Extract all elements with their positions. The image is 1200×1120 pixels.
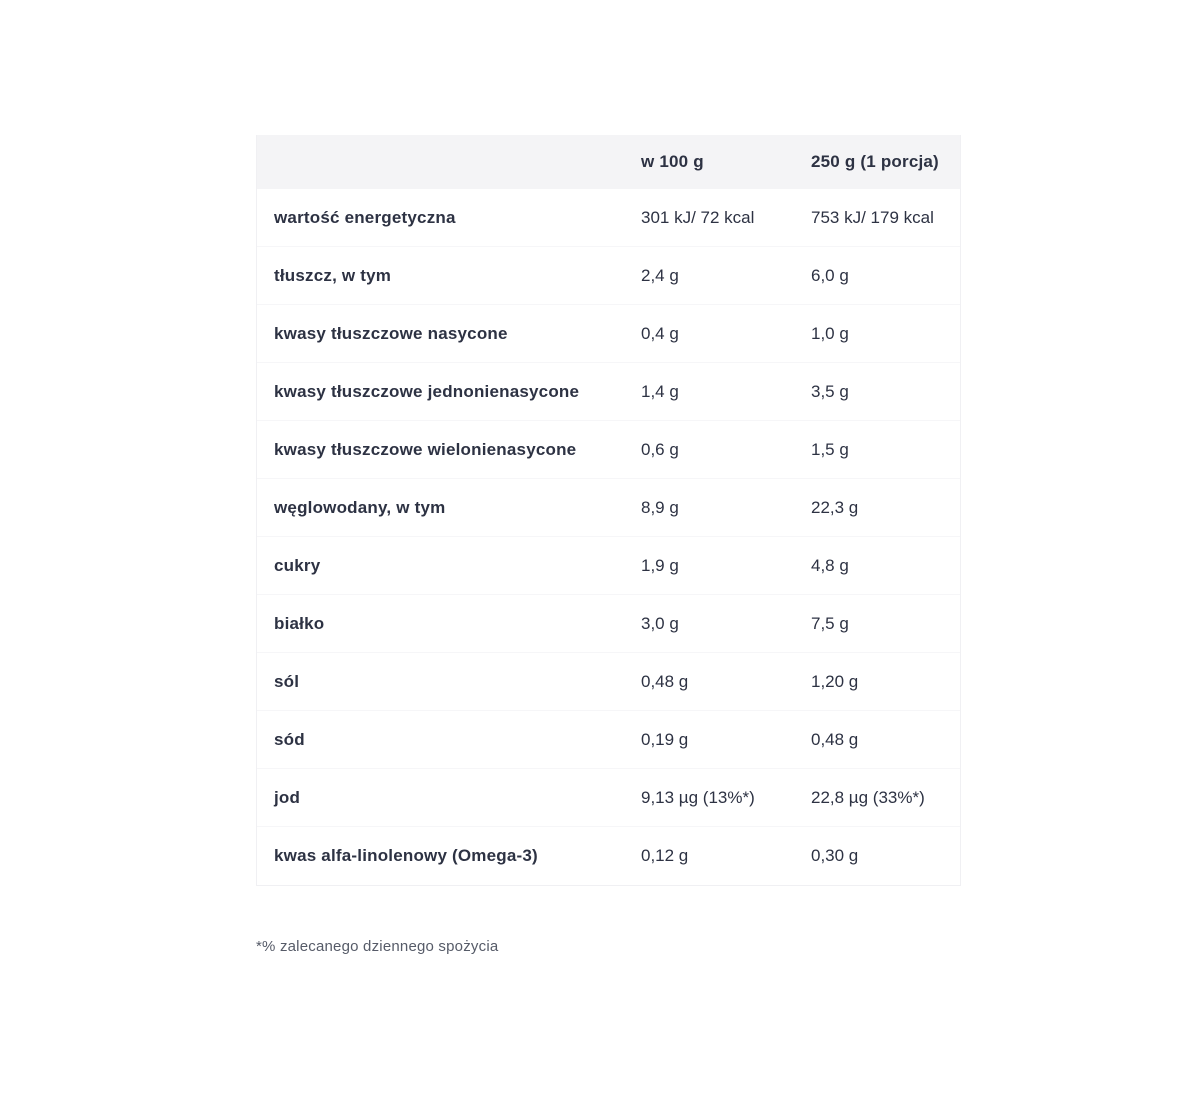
table-row: [257, 479, 960, 537]
row-value-portion: 753 kJ/ 179 kcal: [811, 207, 934, 227]
row-value-100g: 1,4 g: [641, 381, 679, 401]
row-value-100g: 0,19 g: [641, 729, 689, 749]
row-value-portion: 3,5 g: [811, 381, 849, 401]
row-value-portion: 1,5 g: [811, 439, 849, 459]
row-value-100g: 1,9 g: [641, 555, 679, 575]
row-value-100g: 0,6 g: [641, 439, 679, 459]
row-label: kwas alfa-linolenowy (Omega-3): [274, 846, 538, 866]
table-row: [257, 595, 960, 653]
row-value-portion: 22,8 µg (33%*): [811, 787, 925, 807]
row-value-100g: 9,13 µg (13%*): [641, 787, 755, 807]
row-value-portion: 7,5 g: [811, 613, 849, 633]
row-label: jod: [274, 787, 301, 807]
row-label: tłuszcz, w tym: [274, 265, 392, 285]
row-label: cukry: [274, 555, 321, 575]
row-label: białko: [274, 613, 325, 633]
row-label: sód: [274, 729, 305, 749]
table-row: [257, 827, 960, 885]
row-value-portion: 22,3 g: [811, 497, 859, 517]
row-value-portion: 0,30 g: [811, 846, 859, 866]
table-row: [257, 537, 960, 595]
table-row: [257, 305, 960, 363]
row-label: kwasy tłuszczowe wielonienasycone: [274, 439, 577, 459]
table-row: [257, 189, 960, 247]
table-row: [257, 769, 960, 827]
header-per-portion: 250 g (1 porcja): [811, 152, 939, 172]
row-value-portion: 1,0 g: [811, 323, 849, 343]
nutrition-table: [256, 135, 961, 886]
table-row: [257, 711, 960, 769]
table-row: [257, 653, 960, 711]
row-label: kwasy tłuszczowe nasycone: [274, 323, 508, 343]
row-value-portion: 4,8 g: [811, 555, 849, 575]
row-value-portion: 6,0 g: [811, 265, 849, 285]
table-row: [257, 363, 960, 421]
table-row: [257, 421, 960, 479]
row-value-100g: 8,9 g: [641, 497, 679, 517]
row-label: wartość energetyczna: [274, 207, 456, 227]
row-label: sól: [274, 671, 300, 691]
daily-intake-footnote: *% zalecanego dziennego spożycia: [256, 938, 499, 955]
row-value-100g: 301 kJ/ 72 kcal: [641, 207, 755, 227]
row-value-100g: 0,12 g: [641, 846, 689, 866]
header-per-100g: w 100 g: [641, 152, 704, 172]
row-value-100g: 3,0 g: [641, 613, 679, 633]
table-header-row: [257, 135, 960, 189]
row-value-100g: 0,48 g: [641, 671, 689, 691]
row-value-100g: 0,4 g: [641, 323, 679, 343]
table-row: [257, 247, 960, 305]
row-value-portion: 0,48 g: [811, 729, 859, 749]
row-label: węglowodany, w tym: [274, 497, 446, 517]
row-value-100g: 2,4 g: [641, 265, 679, 285]
row-value-portion: 1,20 g: [811, 671, 859, 691]
row-label: kwasy tłuszczowe jednonienasycone: [274, 381, 580, 401]
